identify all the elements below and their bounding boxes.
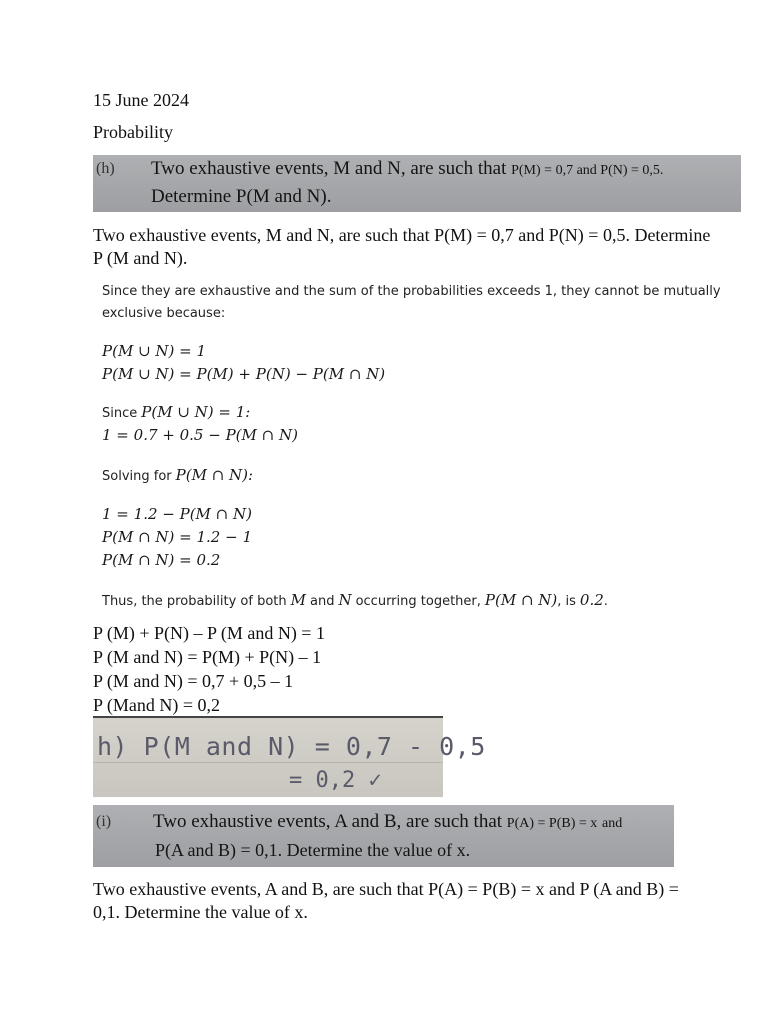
solution-since-line [102,403,250,422]
question-h-number: (h) [96,160,115,177]
solution-eq2: P(M ∪ N) = P(M) + P(N) − P(M ∩ N) [102,365,386,383]
working-line-4: P (Mand N) = 0,2 [93,695,220,715]
solution-solving-line [102,466,253,485]
question-i-scan-line2: P(A and B) = 0,1. Determine the value of x. [155,840,471,860]
conclusion-n: N [338,591,352,609]
question-i-scan-line1-math: P(A) = P(B) = x [506,816,598,831]
conclusion-end: . [603,594,608,609]
question-h-scan-line2: Determine P(M and N). [151,186,332,207]
solution-conclusion [102,591,608,610]
solution-eq5: P(M ∩ N) = 1.2 − 1 [102,528,252,546]
handwritten-line-1: h) P(M and N) = 0,7 - 0,5 [97,732,486,761]
working-line-2: P (M and N) = P(M) + P(N) – 1 [93,647,322,667]
handwritten-line-2: = 0,2 ✓ [289,768,382,793]
conclusion-expr: P(M ∩ N) [484,591,558,609]
conclusion-text-b: occurring together, [355,594,481,609]
question-h-scan-line1-math: P(M) = 0,7 and P(N) = 0,5. [511,163,664,178]
question-i-scan-line1-text: Two exhaustive events, A and B, are such that [153,811,503,832]
conclusion-m: M [290,591,306,609]
conclusion-and: and [309,594,335,609]
conclusion-is: , is [557,594,576,609]
question-h-scan [93,155,741,212]
question-i-scan [93,805,674,867]
solution-since-math: P(M ∪ N) = 1: [141,403,251,421]
working-line-3: P (M and N) = 0,7 + 0,5 – 1 [93,671,294,691]
question-h-scan-line1 [151,158,663,180]
solution-solving-math: P(M ∩ N): [175,466,254,484]
solution-eq1: P(M ∪ N) = 1 [102,342,207,360]
conclusion-value: 0.2 [579,591,604,609]
solution-eq4: 1 = 1.2 − P(M ∩ N) [102,505,252,523]
solution-intro: Since they are exhaustive and the sum of the probabilities exceeds 1, they cannot be mutually exclusive because: [102,284,721,321]
solution-eq3: 1 = 0.7 + 0.5 − P(M ∩ N) [102,426,298,444]
paper-rule-line [93,762,443,763]
working-line-1: P (M) + P(N) – P (M and N) = 1 [93,623,325,643]
solution-since-label: Since [102,406,138,421]
question-i-typed: Two exhaustive events, A and B, are such that P(A) = P(B) = x and P (A and B) = 0,1. Determine the value of x. [93,879,679,922]
handwritten-answer-photo [93,716,486,797]
question-i-scan-line1 [153,811,622,833]
conclusion-text-a: Thus, the probability of both [102,594,287,609]
document-subject: Probability [93,122,173,142]
question-h-scan-line1-text: Two exhaustive events, M and N, are such that [151,158,507,179]
solution-eq6: P(M ∩ N) = 0.2 [102,551,221,569]
solution-solving-label: Solving for [102,469,172,484]
document-date: 15 June 2024 [93,90,189,110]
question-i-number: (i) [96,813,112,830]
question-h-typed: Two exhaustive events, M and N, are such that P(M) = 0,7 and P(N) = 0,5. Determine P (M and N). [93,225,711,268]
question-i-scan-line1-end: and [602,816,623,831]
